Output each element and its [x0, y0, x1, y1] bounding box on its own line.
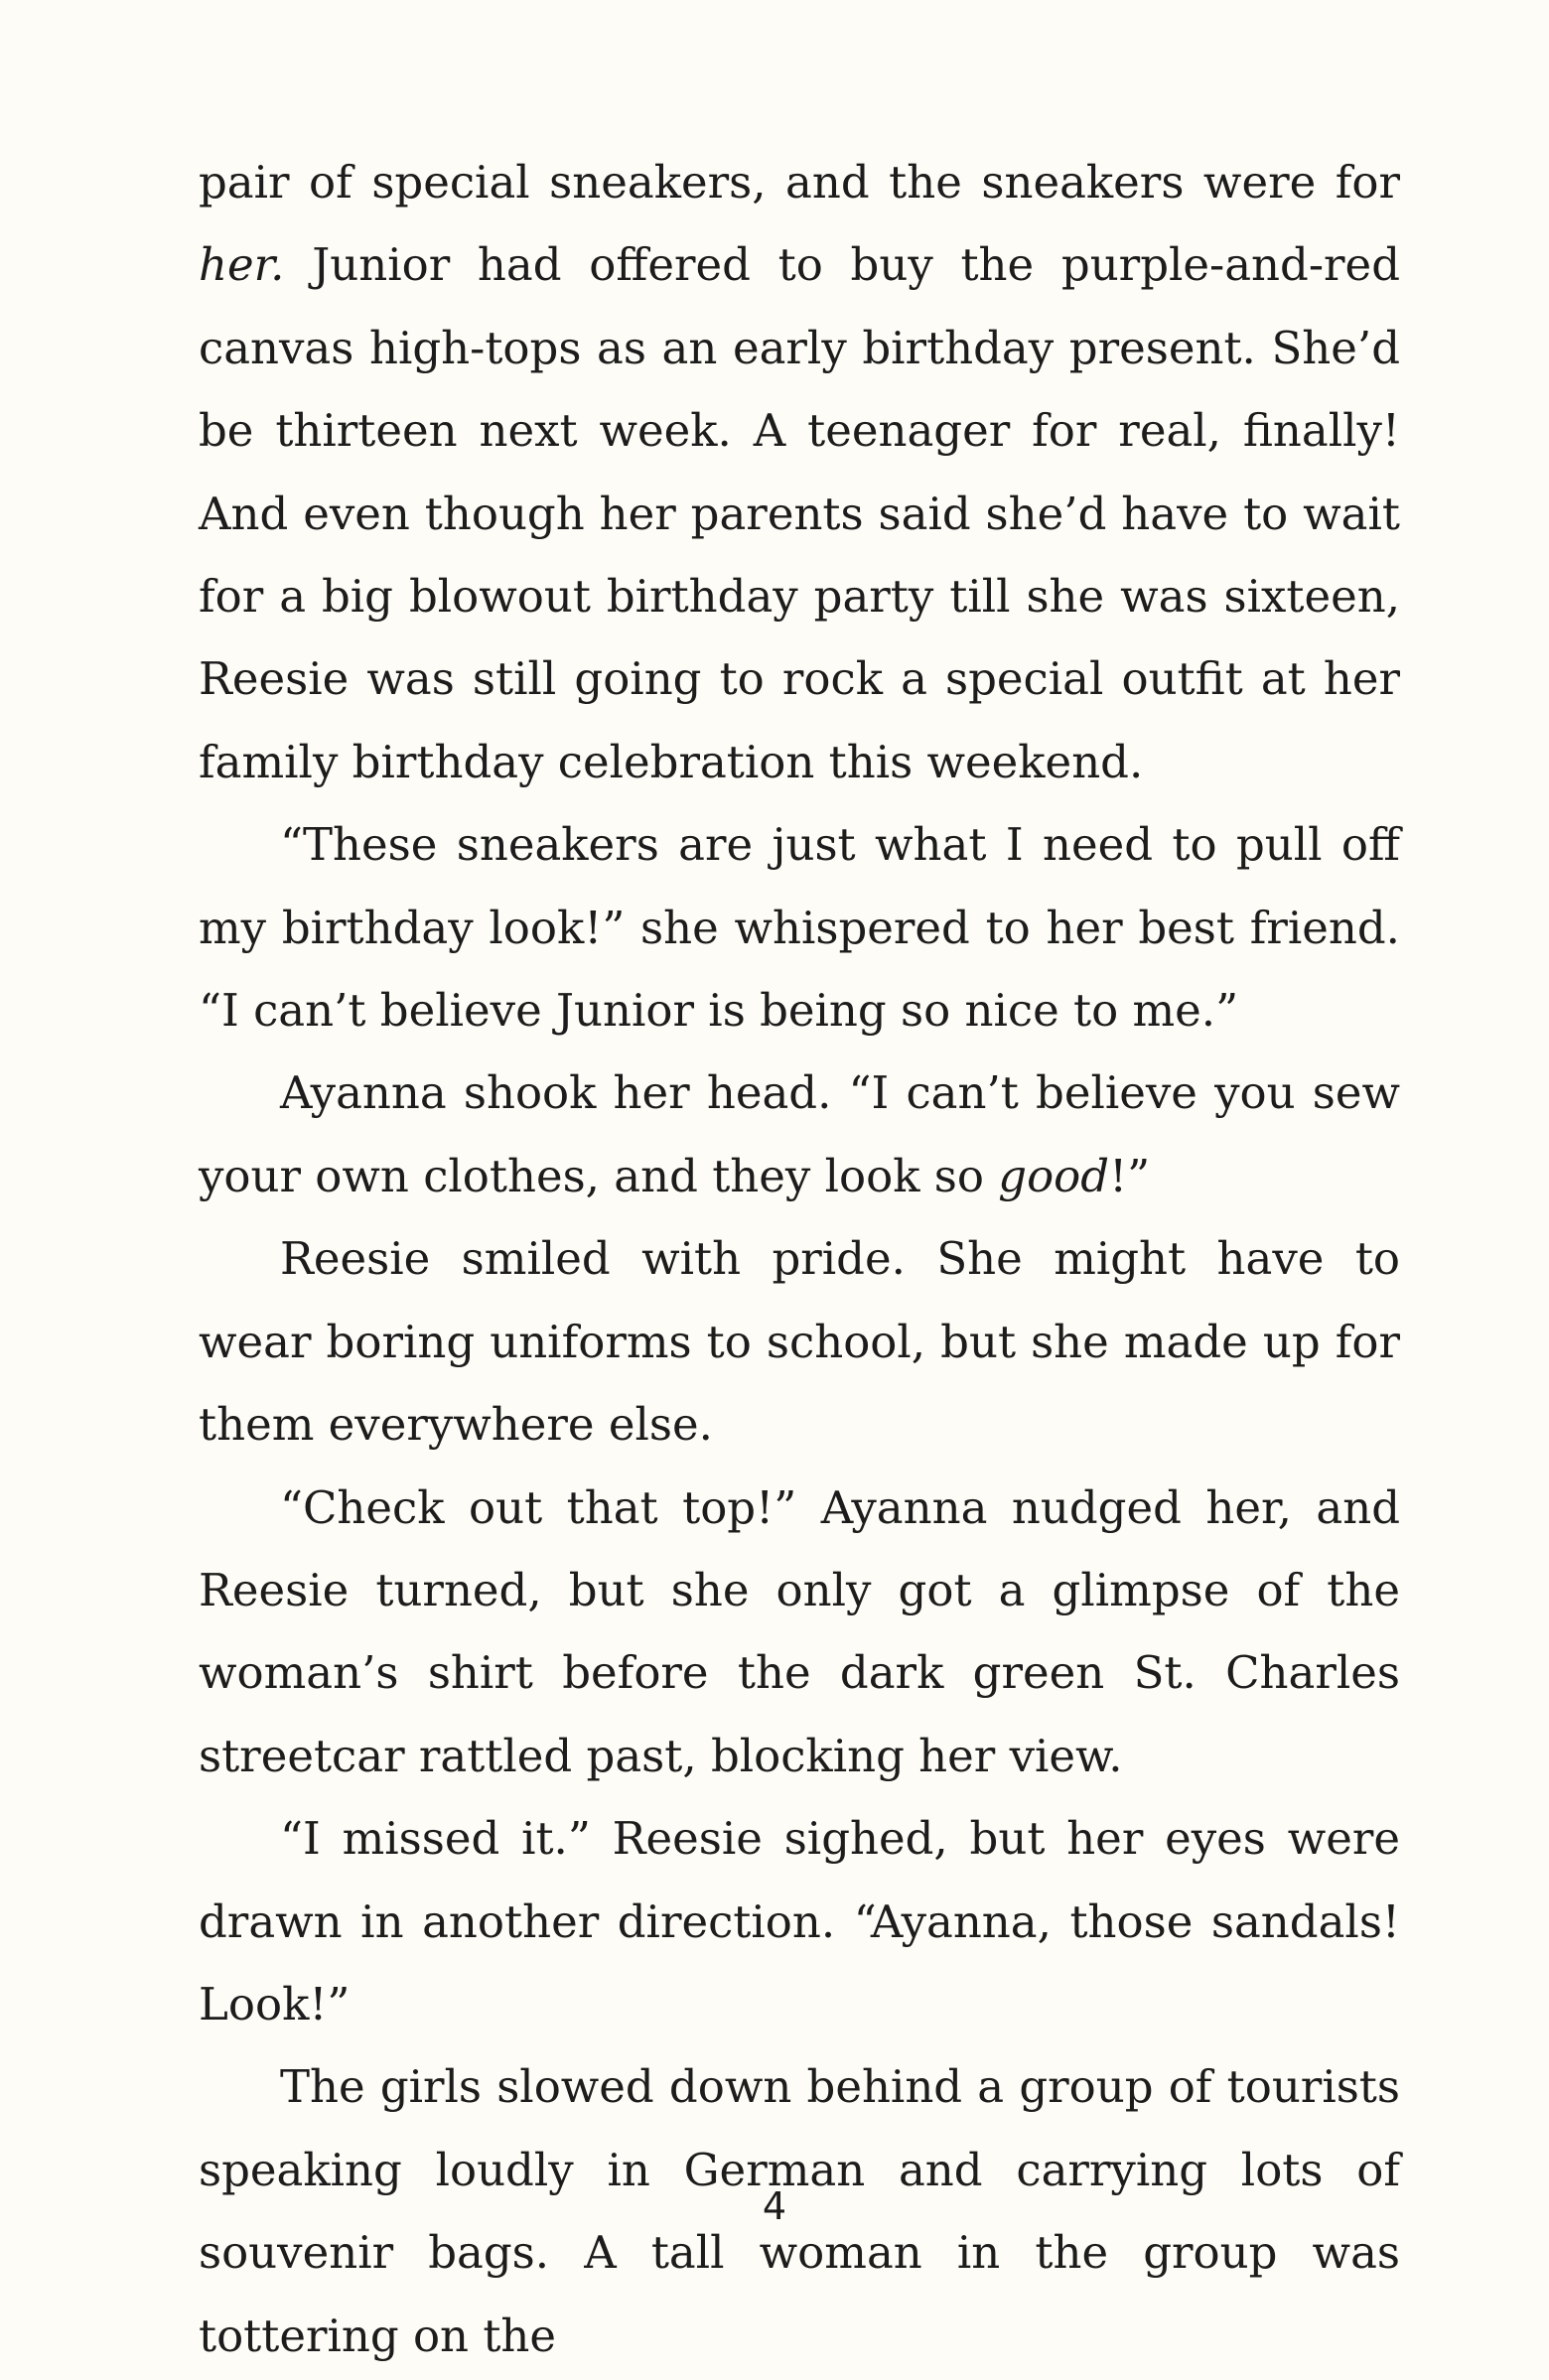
paragraph-6: “I missed it.” Reesie sighed, but her eyes were drawn in another direction. “Ayanna, those sandals! Look!” — [199, 1812, 1400, 2030]
paragraph-3: Ayanna shook her head. “I can’t believe you sew your own clothes, and they look so good!” — [199, 1066, 1400, 1202]
page-number: 4 — [762, 2184, 787, 2228]
paragraph-5: “Check out that top!” Ayanna nudged her, and Reesie turned, but she only got a glimpse of the woman’s shirt before the dark green St. Charles streetcar rattled past, blocking her view. — [199, 1480, 1400, 1782]
emphasis-her: her. — [199, 238, 285, 292]
emphasis-good: good — [998, 1149, 1110, 1202]
body-text — [199, 141, 1400, 2377]
paragraph-1: pair of special sneakers, and the sneakers were for her. Junior had offered to buy the purple-and-red canvas high-tops as an early birthday present. She’d be thirteen next week. A teenager for real, finally! And even though her parents said she’d have to wait for a big blowout birthday party till she was sixteen, Reesie was still going to rock a special outfit at her family birthday celebration this weekend. — [199, 156, 1400, 788]
paragraph-7: The girls slowed down behind a group of tourists speaking loudly in German and carrying lots of souvenir bags. A tall woman in the group was tottering on the — [199, 2060, 1400, 2362]
paragraph-2: “These sneakers are just what I need to pull off my birthday look!” she whispered to her best friend. “I can’t believe Junior is being so nice to me.” — [199, 818, 1400, 1038]
paragraph-4: Reesie smiled with pride. She might have to wear boring uniforms to school, but she made up for them everywhere else. — [199, 1232, 1400, 1452]
